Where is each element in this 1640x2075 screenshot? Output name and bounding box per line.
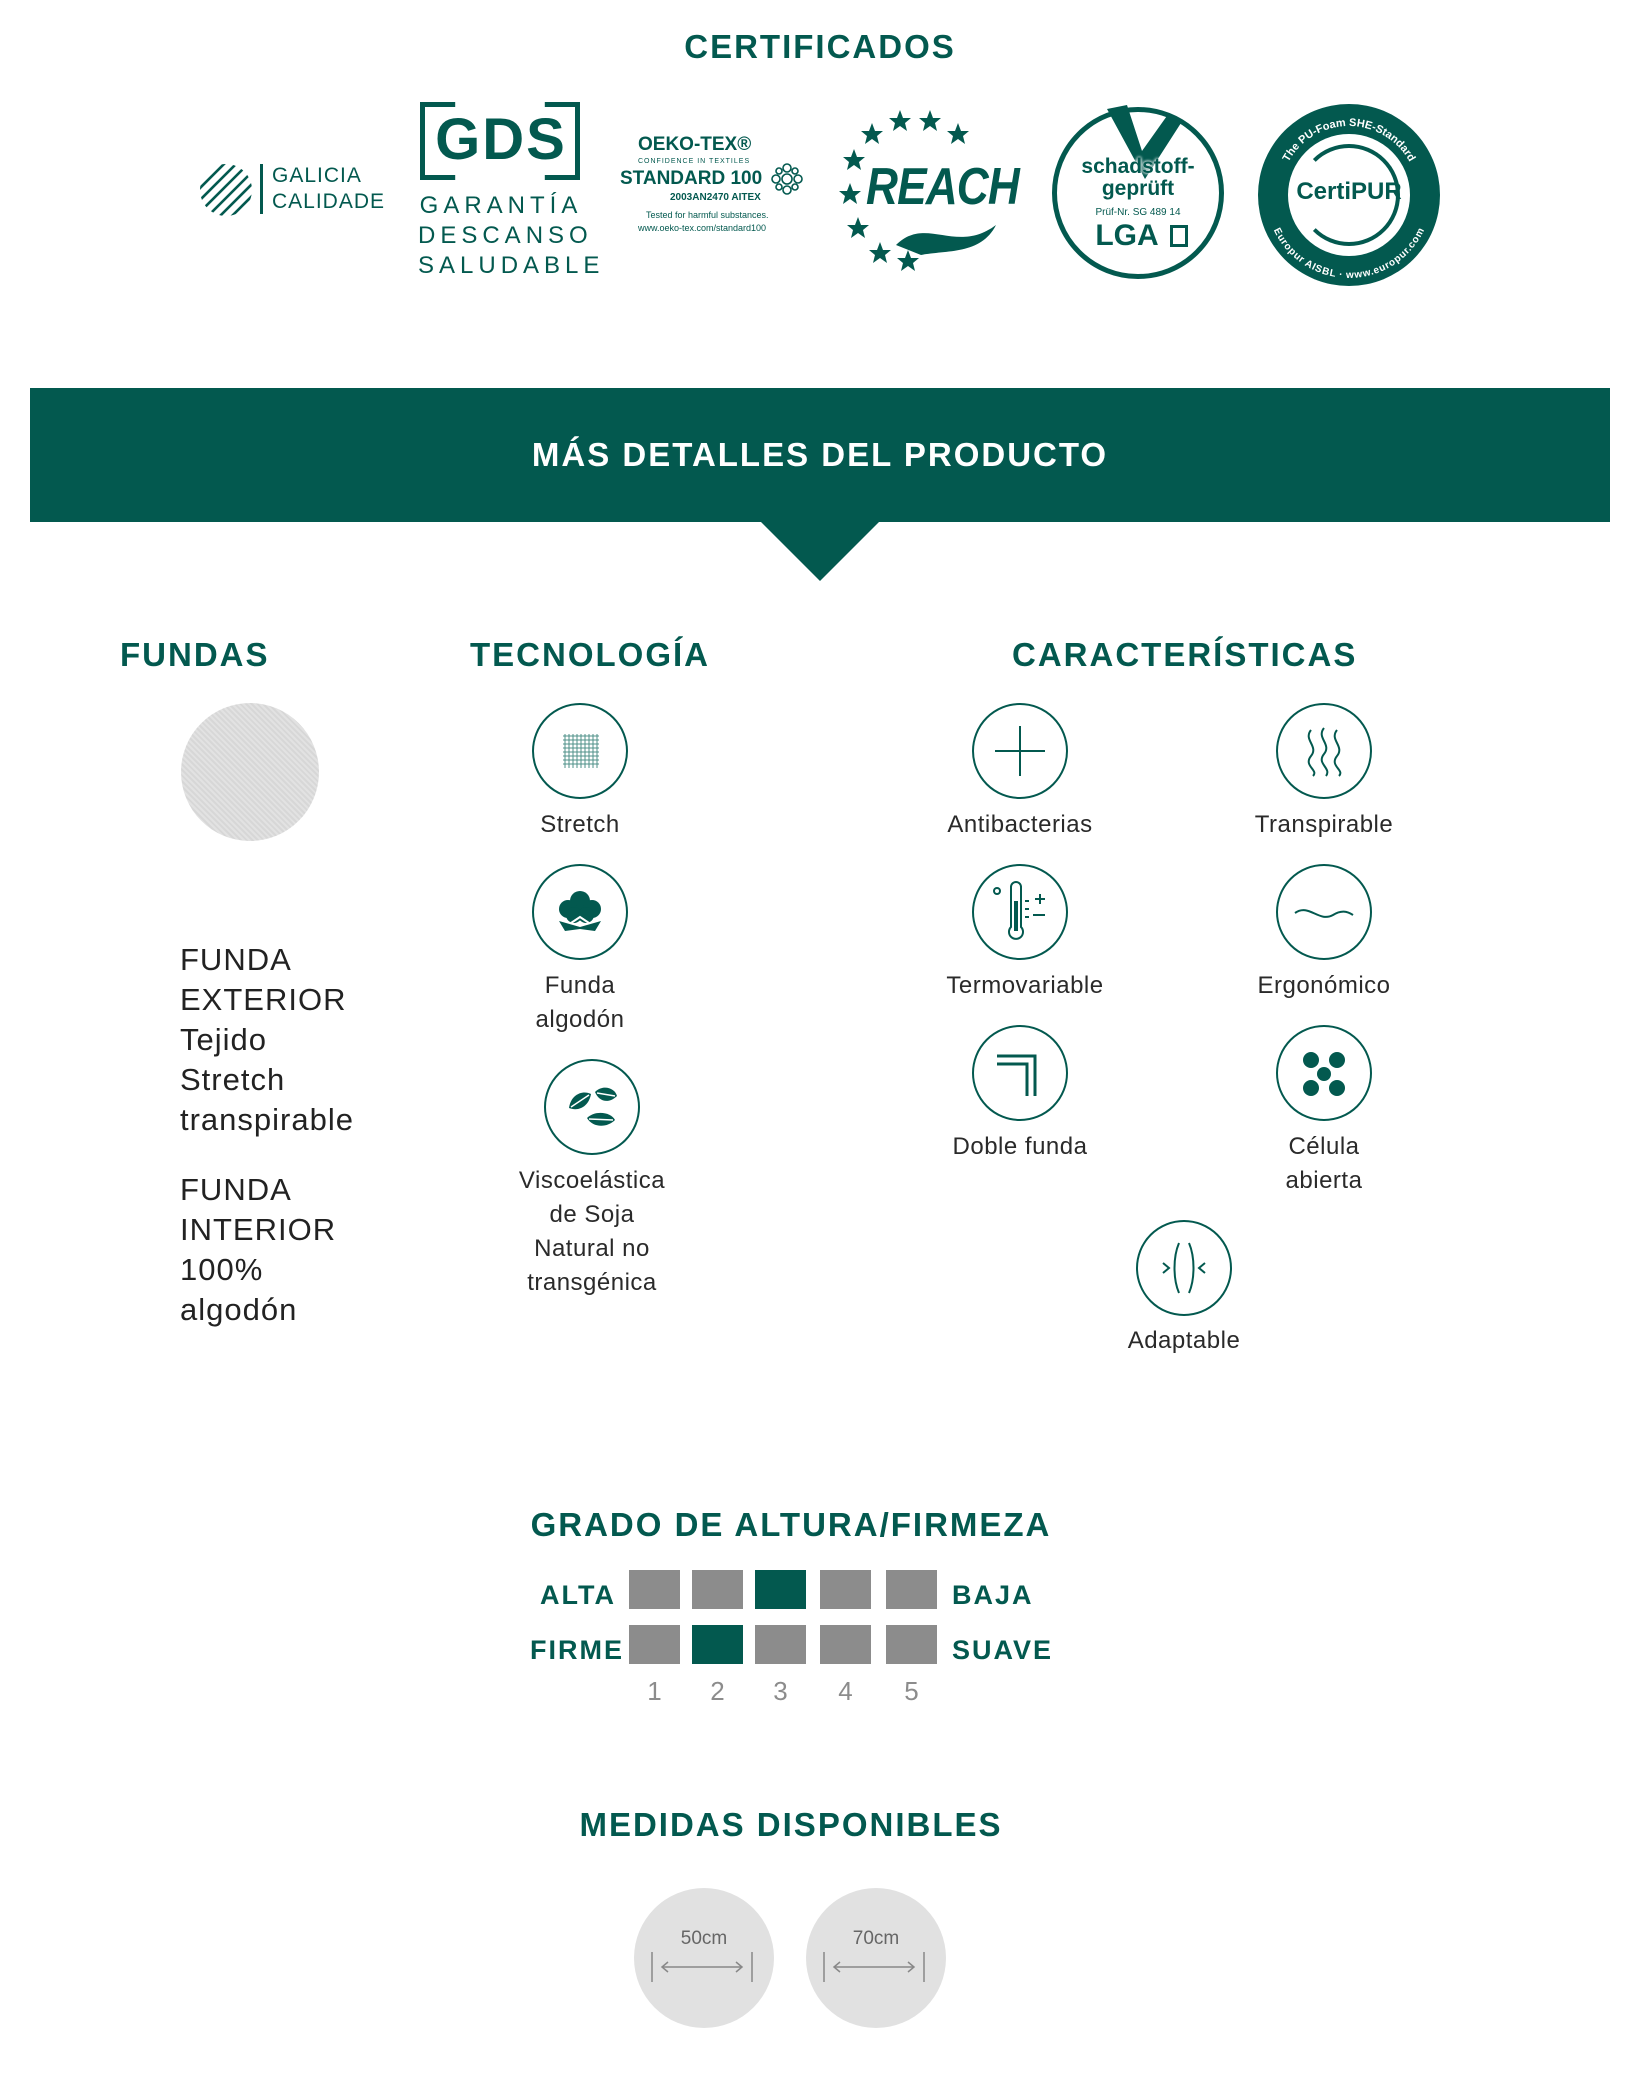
product-details-banner xyxy=(30,388,1610,522)
feature-label-line: Célula xyxy=(1288,1133,1360,1160)
funda-exterior-line: FUNDA xyxy=(180,942,292,977)
stretch-mesh-icon xyxy=(532,703,628,799)
oeko-title: OEKO-TEX® xyxy=(638,134,752,155)
funda-exterior xyxy=(180,940,354,1140)
gds-wordmark: GDS xyxy=(435,107,567,172)
tech-label-line: Funda xyxy=(544,972,616,999)
thermometer-icon xyxy=(972,864,1068,960)
caracteristicas-title: CARACTERÍSTICAS xyxy=(1012,636,1358,673)
lga-logo xyxy=(1052,107,1224,279)
feature-label-line: abierta xyxy=(1285,1167,1363,1194)
reach-text: REACH xyxy=(866,158,1019,216)
grado-row2-right: SUAVE xyxy=(952,1635,1054,1665)
galicia-calidade-logo xyxy=(198,160,388,220)
lga-brand: LGA xyxy=(1095,219,1159,252)
galicia-stripes-icon xyxy=(198,162,254,218)
dots-icon xyxy=(1276,1025,1372,1121)
fabric-swatch xyxy=(181,703,319,841)
lga-nr: Prüf-Nr. SG 489 14 xyxy=(1095,207,1181,218)
grado-number: 3 xyxy=(773,1676,788,1706)
fundas-title: FUNDAS xyxy=(120,636,270,673)
width-arrow-icon xyxy=(650,1950,760,1984)
oeko-sub: CONFIDENCE IN TEXTILES xyxy=(638,158,751,165)
grado-row1-left: ALTA xyxy=(540,1580,616,1610)
funda-interior-line: algodón xyxy=(180,1292,298,1327)
grado-square xyxy=(820,1570,871,1609)
grado-square xyxy=(820,1625,871,1664)
grado-square xyxy=(886,1625,937,1664)
oeko-tex-logo xyxy=(620,132,810,242)
tech-label xyxy=(480,1164,704,1300)
gds-logo xyxy=(418,100,605,285)
plus-icon xyxy=(972,703,1068,799)
feature-label: Antibacterias xyxy=(947,811,1093,838)
feature-label xyxy=(1224,1130,1424,1198)
oeko-standard: STANDARD 100 xyxy=(620,168,763,189)
grado-square-active xyxy=(755,1570,806,1609)
grado-title: GRADO DE ALTURA/FIRMEZA xyxy=(530,1506,1052,1543)
certificados-title: CERTIFICADOS xyxy=(684,28,956,65)
grado-square xyxy=(629,1625,680,1664)
medidas-title: MEDIDAS DISPONIBLES xyxy=(579,1806,1003,1843)
certipur-bottom-text: Europur AISBL · www.europur.com xyxy=(1270,226,1428,282)
funda-exterior-line: Stretch xyxy=(180,1062,286,1097)
grado-number: 2 xyxy=(710,1676,725,1706)
galicia-line1: GALICIA xyxy=(272,164,362,187)
tech-label xyxy=(480,969,680,1037)
tech-label-line: Natural no xyxy=(534,1235,650,1262)
tecnologia-title: TECNOLOGÍA xyxy=(470,636,710,673)
grado-square xyxy=(629,1570,680,1609)
grado-square xyxy=(755,1625,806,1664)
curve-icon xyxy=(1276,864,1372,960)
certipur-logo xyxy=(1258,104,1440,286)
funda-exterior-line: EXTERIOR xyxy=(180,982,347,1017)
galicia-line2: CALIDADE xyxy=(272,190,386,213)
feature-label: Doble funda xyxy=(952,1133,1088,1160)
certipur-top-text: The PU-Foam SHE-Standard xyxy=(1280,116,1418,164)
grado-square-active xyxy=(692,1625,743,1664)
soy-leaves-icon xyxy=(544,1059,640,1155)
tech-label-line: Viscoelástica xyxy=(518,1167,666,1194)
width-arrow-icon xyxy=(822,1950,932,1984)
certipur-name: CertiPUR xyxy=(1296,178,1402,205)
oeko-code: 2003AN2470 AITEX xyxy=(670,192,761,203)
oeko-tested: Tested for harmful substances. xyxy=(646,210,769,220)
cotton-flower-icon xyxy=(532,864,628,960)
double-corner-icon xyxy=(972,1025,1068,1121)
banner-title: MÁS DETALLES DEL PRODUCTO xyxy=(531,436,1109,473)
tech-label-line: transgénica xyxy=(527,1269,657,1296)
feature-label: Transpirable xyxy=(1254,811,1394,838)
funda-exterior-line: transpirable xyxy=(180,1102,354,1137)
lga-line2: geprüft xyxy=(1101,177,1175,200)
grado-number: 4 xyxy=(838,1676,853,1706)
tech-label: Stretch xyxy=(540,811,620,838)
feature-label: Adaptable xyxy=(1127,1327,1241,1354)
grado-square xyxy=(692,1570,743,1609)
waves-icon xyxy=(1276,703,1372,799)
tech-label-line: de Soja xyxy=(549,1201,635,1228)
gds-line1: GARANTÍA xyxy=(419,192,583,219)
grado-number: 1 xyxy=(647,1676,662,1706)
feature-label: Ergonómico xyxy=(1257,972,1391,999)
funda-exterior-line: Tejido xyxy=(180,1022,267,1057)
size-label: 70cm xyxy=(852,1928,900,1949)
banner-arrow-icon xyxy=(760,521,880,581)
grado-row1-right: BAJA xyxy=(952,1580,1034,1610)
funda-interior-line: INTERIOR xyxy=(180,1212,337,1247)
grado-number: 5 xyxy=(904,1676,919,1706)
oeko-url: www.oeko-tex.com/standard100 xyxy=(638,223,767,233)
adaptable-icon xyxy=(1136,1220,1232,1316)
lga-line1: schadstoff- xyxy=(1081,155,1195,178)
size-label: 50cm xyxy=(680,1928,728,1949)
gds-line3: SALUDABLE xyxy=(418,252,605,279)
reach-logo xyxy=(836,105,1019,275)
oeko-flower-icon xyxy=(770,162,804,196)
gds-line2: DESCANSO xyxy=(418,222,593,249)
tech-label-line: algodón xyxy=(535,1006,625,1033)
funda-interior xyxy=(180,1170,336,1330)
grado-square xyxy=(886,1570,937,1609)
grado-row2-left: FIRME xyxy=(530,1635,624,1665)
funda-interior-line: 100% xyxy=(180,1252,264,1287)
feature-label: Termovariable xyxy=(946,972,1104,999)
funda-interior-line: FUNDA xyxy=(180,1172,292,1207)
